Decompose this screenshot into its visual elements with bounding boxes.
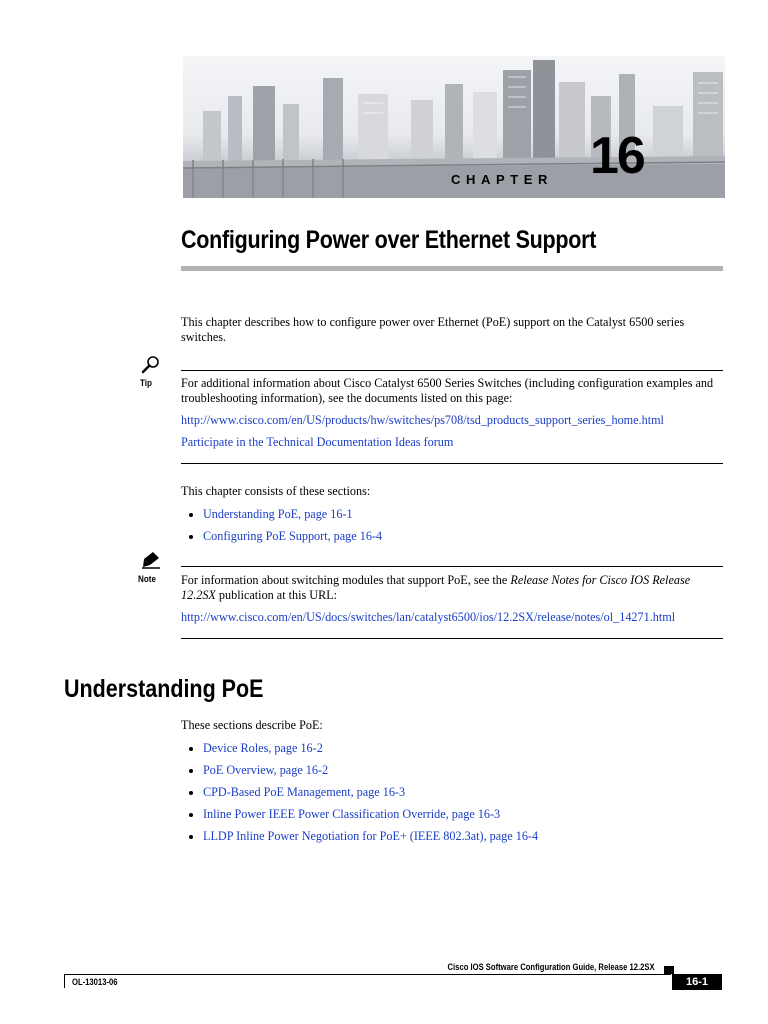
link-cpd-poe-management[interactable]: CPD-Based PoE Management, page 16-3: [203, 785, 406, 799]
intro-paragraph: This chapter describes how to configure power over Ethernet (PoE) support on the Catalyst 6500 series switches.: [181, 315, 685, 344]
sections-intro: This chapter consists of these sections:: [181, 484, 371, 498]
chapter-label: CHAPTER: [451, 172, 554, 187]
tip-forum-link[interactable]: Participate in the Technical Documentation Ideas forum: [181, 435, 454, 449]
list-item: [203, 741, 538, 763]
list-item: [203, 507, 382, 529]
note-text-before: For information about switching modules that support PoE, see the: [181, 573, 511, 587]
title-divider: [181, 266, 723, 271]
section-heading: Understanding PoE: [64, 675, 264, 703]
note-bottom-rule: [181, 638, 723, 639]
understanding-intro: These sections describe PoE:: [181, 718, 323, 732]
pencil-icon: [140, 550, 162, 570]
page-title: Configuring Power over Ethernet Support: [181, 226, 597, 254]
footer-rule: [64, 974, 671, 975]
note-release-notes-link[interactable]: http://www.cisco.com/en/US/docs/switches/lan/catalyst6500/ios/12.2SX/release/notes/ol_14271.html: [181, 610, 676, 624]
tip-top-rule: [181, 370, 723, 371]
section-link-configuring[interactable]: Configuring PoE Support, page 16-4: [203, 529, 383, 543]
list-item: [203, 807, 538, 829]
page-number: 16-1: [672, 974, 722, 990]
chapter-number: 16: [590, 127, 644, 185]
note-text-after: publication at this URL:: [215, 588, 338, 602]
link-poe-overview[interactable]: PoE Overview, page 16-2: [203, 763, 329, 777]
list-item: [203, 829, 538, 851]
understanding-list: [203, 741, 538, 851]
tip-label: Tip: [140, 378, 152, 389]
list-item: [203, 785, 538, 807]
note-top-rule: [181, 566, 723, 567]
link-classification-override[interactable]: Inline Power IEEE Power Classification Override, page 16-3: [203, 807, 501, 821]
sections-list: [203, 507, 382, 551]
footer-doc-id: OL-13013-06: [72, 977, 118, 987]
magnifier-icon: [140, 354, 162, 376]
footer-mark: [664, 966, 674, 974]
note-label: Note: [138, 574, 156, 585]
note-release-notes-title: Release Notes for Cisco IOS Release 12.2SX: [181, 573, 691, 602]
tip-bottom-rule: [181, 463, 723, 464]
note-text: [181, 573, 723, 603]
section-link-understanding[interactable]: Understanding PoE, page 16-1: [203, 507, 353, 521]
tip-products-link[interactable]: http://www.cisco.com/en/US/products/hw/switches/ps708/tsd_products_support_series_home.html: [181, 413, 664, 427]
link-device-roles[interactable]: Device Roles, page 16-2: [203, 741, 323, 755]
footer-guide-title: Cisco IOS Software Configuration Guide, Release 12.2SX: [447, 962, 655, 972]
footer-left-tick: [64, 974, 65, 988]
link-lldp-negotiation[interactable]: LLDP Inline Power Negotiation for PoE+ (IEEE 802.3at), page 16-4: [203, 829, 539, 843]
list-item: [203, 529, 382, 551]
list-item: [203, 763, 538, 785]
tip-text: For additional information about Cisco Catalyst 6500 Series Switches (including configuration examples and troubleshooting information), see the documents listed on this page:: [181, 376, 714, 405]
